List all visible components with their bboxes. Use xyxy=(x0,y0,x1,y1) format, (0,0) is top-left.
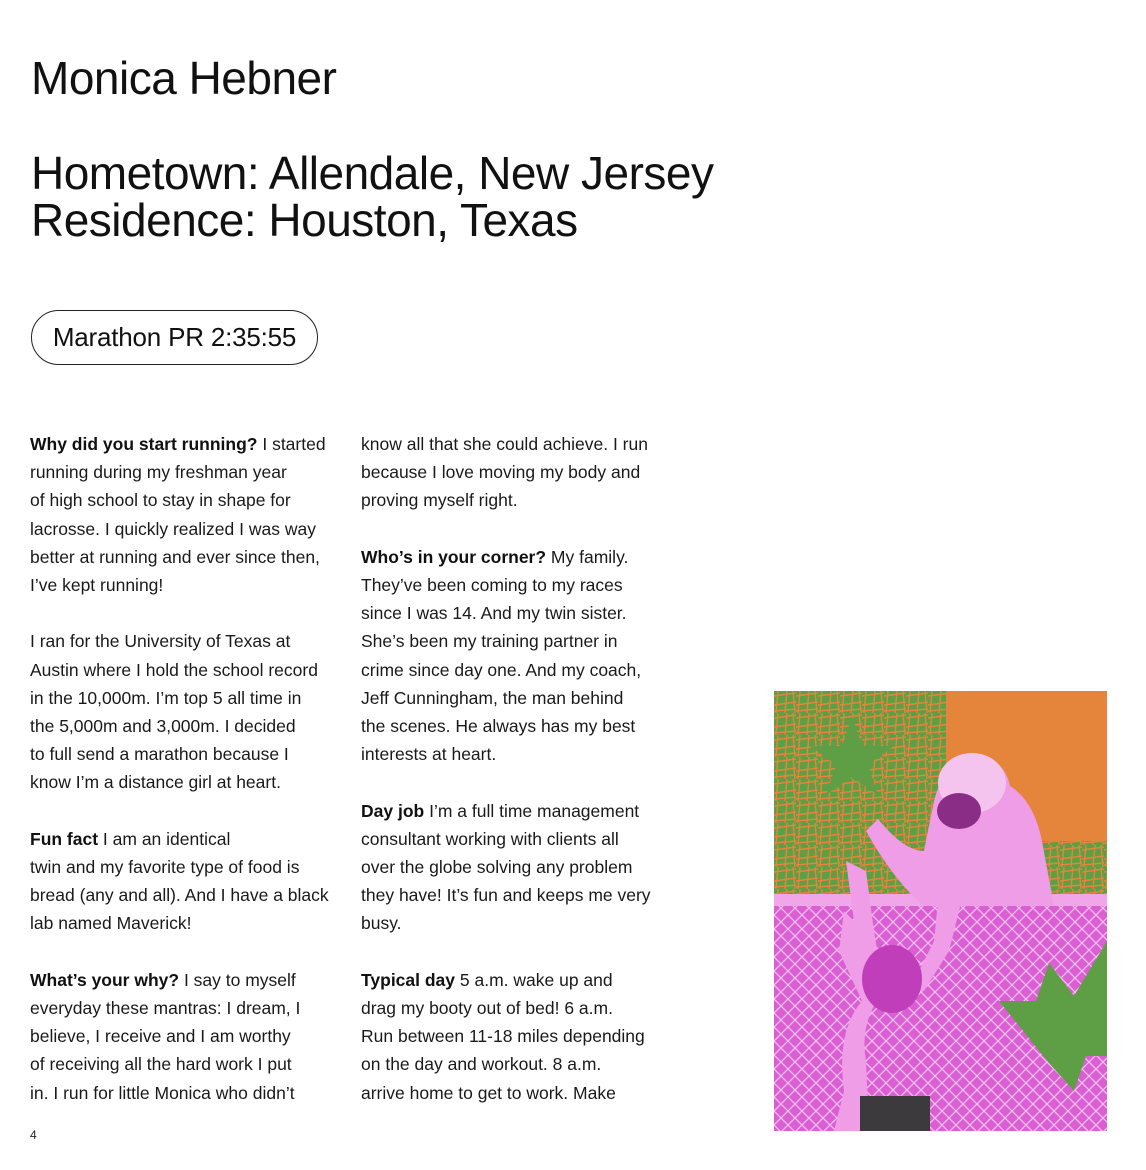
residence: Residence: Houston, Texas xyxy=(31,194,578,246)
question-whats-your-why: What’s your why? xyxy=(30,969,180,990)
paragraph-why-continued: know all that she could achieve. I run because I love moving my body and proving myself right. xyxy=(361,434,648,511)
paragraph-whats-your-why: What’s your why? I say to myself everyday these mantras: I dream, I believe, I receive and I am worthy of receiving all the hard work I put in. I run for little Monica who didn’t xyxy=(30,969,301,1103)
marathon-pr-badge: Marathon PR 2:35:55 xyxy=(31,310,318,365)
text-column-right xyxy=(361,430,691,1135)
question-fun-fact: Fun fact xyxy=(30,828,99,849)
runner-head xyxy=(862,945,922,1013)
camera xyxy=(937,793,981,829)
paragraph-university: I ran for the University of Texas at Austin where I hold the school record in the 10,000m. I’m top 5 all time in the 5,000m and 3,000m. I decided to full send a marathon because I know I’m a distance girl at heart. xyxy=(30,631,318,793)
paragraph-fun-fact: Fun fact I am an identical twin and my favorite type of food is bread (any and all). And I have a black lab named Maverick! xyxy=(30,828,329,934)
hometown: Hometown: Allendale, New Jersey xyxy=(31,147,714,199)
paragraph-corner: Who’s in your corner? My family. They’ve been coming to my races since I was 14. And my twin sister. She’s been my training partner in crime since day one. And my coach, Jeff Cunningham, the man behind the scenes. He always has my best interests at heart. xyxy=(361,546,642,765)
paragraph-typical-day: Typical day 5 a.m. wake up and drag my booty out of bed! 6 a.m. Run between 11-18 miles depending on the day and workout. 8 a.m. arrive home to get to work. Make xyxy=(361,969,645,1103)
paragraph-day-job: Day job I’m a full time management consultant working with clients all over the globe solving any problem they have! It’s fun and keeps me very busy. xyxy=(361,800,651,934)
paragraph-why-start: Why did you start running? I started running during my freshman year of high school to stay in shape for lacrosse. I quickly realized I was way better at running and ever since then, I’ve kept running! xyxy=(30,434,326,596)
page-number: 4 xyxy=(30,1128,37,1142)
location-info xyxy=(31,147,714,246)
question-day-job: Day job xyxy=(361,800,425,821)
page-title: Monica Hebner xyxy=(31,52,337,104)
runner-photo-collage xyxy=(774,691,1107,1131)
text-column-left xyxy=(30,430,350,1135)
question-why-start: Why did you start running? xyxy=(30,434,258,454)
question-corner: Who’s in your corner? xyxy=(361,546,547,567)
question-typical-day: Typical day xyxy=(361,969,456,990)
runner-top xyxy=(860,1096,930,1131)
